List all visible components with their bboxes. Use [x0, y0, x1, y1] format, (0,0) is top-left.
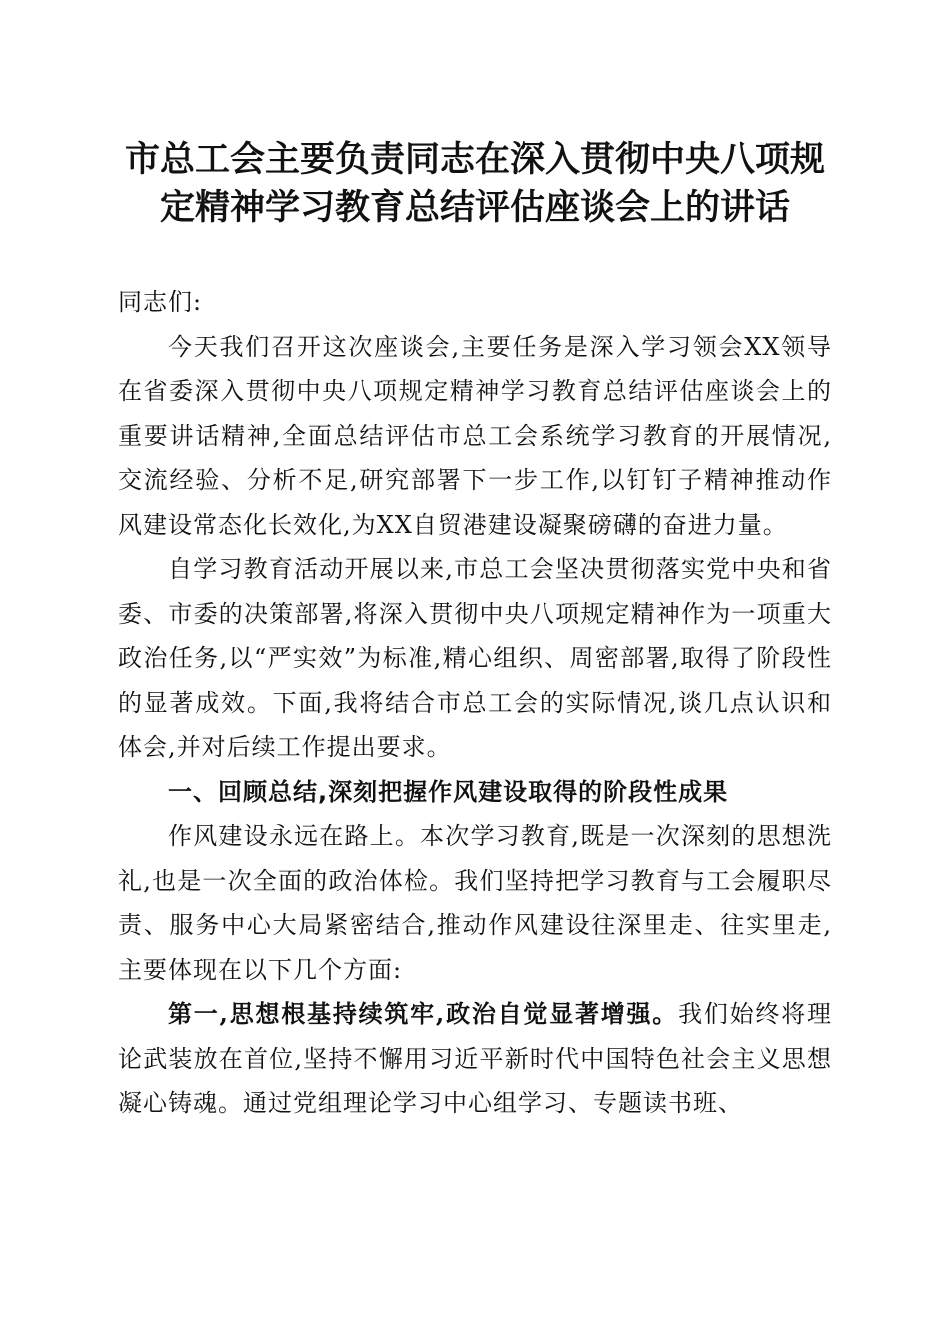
- document-body: [118, 280, 832, 1126]
- title-line-1: 市总工会主要负责同志在深入贯彻中央八项规: [124, 139, 825, 180]
- salutation: 同志们:: [118, 288, 203, 316]
- title-line-2: 定精神学习教育总结评估座谈会上的讲话: [159, 187, 790, 228]
- paragraph-4-lead: 第一,思想根基持续筑牢,政治自觉显著增强。: [168, 999, 679, 1028]
- paragraph-2: 自学习教育活动开展以来,市总工会坚决贯彻落实党中央和省委、市委的决策部署,将深入贯彻中央八项规定精神作为一项重大政治任务,以“严实效”为标准,精心组织、周密部署,取得了阶段性的显著成效。下面,我将结合市总工会的实际情况,谈几点认识和体会,并对后续工作提出要求。: [118, 555, 832, 761]
- paragraph-4: [118, 992, 832, 1126]
- paragraph-1: 今天我们召开这次座谈会,主要任务是深入学习领会XX领导在省委深入贯彻中央八项规定精神学习教育总结评估座谈会上的重要讲话精神,全面总结评估市总工会系统学习教育的开展情况,交流经验、分析不足,研究部署下一步工作,以钉钉子精神推动作风建设常态化长效化,为XX自贸港建设凝聚磅礴的奋进力量。: [118, 332, 832, 539]
- section-heading-1: 一、回顾总结,深刻把握作风建设取得的阶段性成果: [168, 777, 729, 806]
- paragraph-4-text: 我们始终将理论武装放在首位,坚持不懈用习近平新时代中国特色社会主义思想凝心铸魂。通过党组理论学习中心组学习、专题读书班、: [118, 1000, 832, 1117]
- document-title: [90, 136, 860, 232]
- paragraph-3: 作风建设永远在路上。本次学习教育,既是一次深刻的思想洗礼,也是一次全面的政治体检。我们坚持把学习教育与工会履职尽责、服务中心大局紧密结合,推动作风建设往深里走、往实里走,主要体现在以下几个方面:: [118, 822, 832, 984]
